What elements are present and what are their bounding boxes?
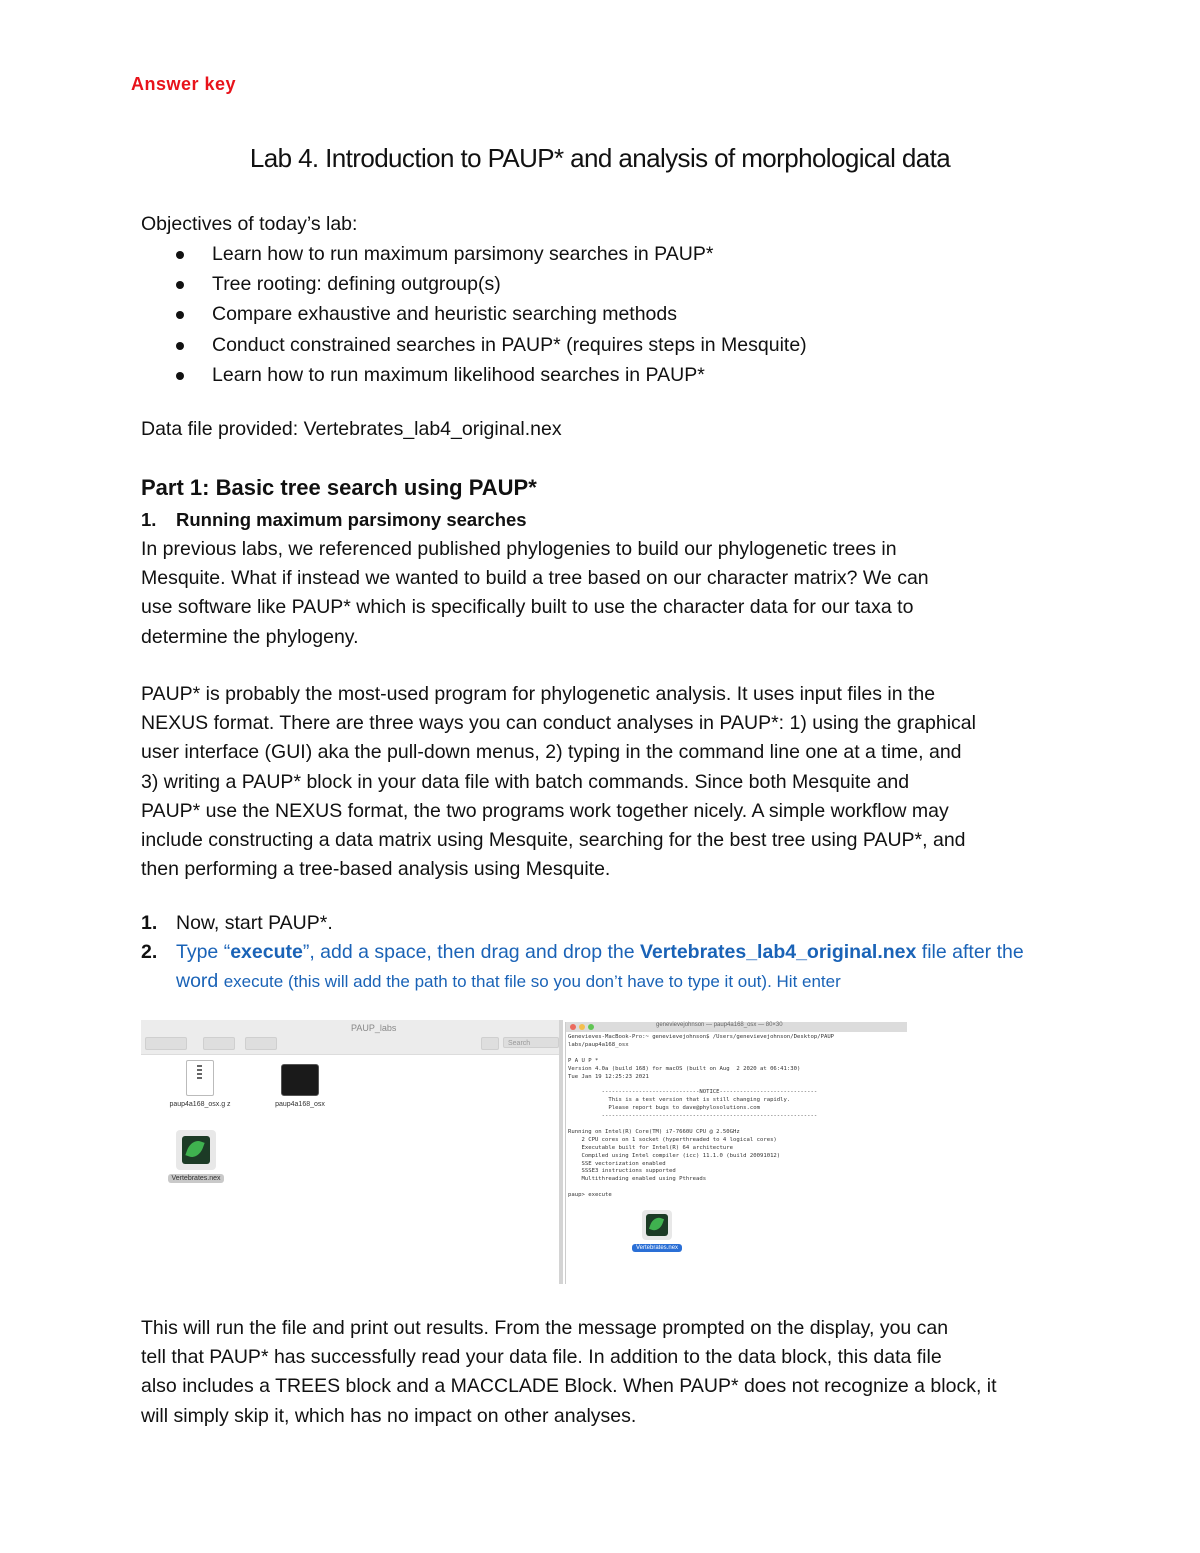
finder-window [141,1020,563,1284]
part1-heading: Part 1: Basic tree search using PAUP* [141,475,537,500]
list-item: Learn how to run maximum likelihood searches in PAUP* [141,361,807,391]
file-executable: paup4a168_osx [265,1064,335,1109]
list-item: Conduct constrained searches in PAUP* (requires steps in Mesquite) [141,331,807,361]
objectives-list [141,240,807,391]
minimize-icon [579,1024,585,1030]
dropdown-button [481,1037,499,1050]
terminal-title: genevievejohnson — paup4a168_osx — 80×30 [656,1022,783,1028]
step-1: 1. Now, start PAUP*. [141,909,1141,938]
finder-search-field: Search [503,1037,559,1048]
terminal-titlebar [566,1022,907,1032]
list-item: Learn how to run maximum parsimony searches in PAUP* [141,240,807,270]
paragraph-intro: In previous labs, we referenced published phylogenies to build our phylogenetic trees in Mesquite. What if instead we wanted to build a tree based on our character matrix? We can use software like PAUP* which is specifically built to use the character data for our taxa to determine the phylogeny. [141,538,929,648]
maximize-icon [588,1024,594,1030]
terminal-window [565,1022,907,1284]
mesquite-file-icon [176,1130,216,1170]
finder-title: PAUP_labs [351,1023,397,1033]
data-file-line: Data file provided: Vertebrates_lab4_original.nex [141,418,562,440]
step-number: 2. [141,941,158,964]
mesquite-file-icon [642,1210,672,1240]
list-item: Compare exhaustive and heuristic searching methods [141,300,807,330]
view-mode-buttons [145,1037,187,1050]
action-button [245,1037,277,1050]
step-2: 2. Type “execute”, add a space, then drag and drop the Vertebrates_lab4_original.nex file after the word execute (this will add the path to that file so you don’t have to type it out). Hit enter [141,938,1141,996]
finder-toolbar [141,1020,563,1055]
dragged-file: Vertebrates.nex [632,1210,682,1252]
window-divider [559,1020,563,1284]
answer-key-label: Answer key [131,74,237,94]
section1-heading [141,509,527,531]
group-button [203,1037,235,1050]
section-number: 1. [141,509,157,530]
page-title: Lab 4. Introduction to PAUP* and analysis of morphological data [249,143,951,173]
file-nex: Vertebrates.nex [161,1130,231,1183]
archive-icon [186,1060,214,1096]
terminal-icon [281,1064,319,1096]
close-icon [570,1024,576,1030]
step-number: 1. [141,912,158,934]
embedded-screenshot [141,1020,906,1284]
bullet-icon [176,311,184,319]
list-item: Tree rooting: defining outgroup(s) [141,270,807,300]
bullet-icon [176,342,184,350]
terminal-output: Genevieves-MacBook-Pro:~ genevievejohnson$ /Users/genevievejohnson/Desktop/PAUP labs/paup4a168_osx P A U P * Version 4.0a (build 168) for macOS (built on Aug 2 2020 at 06:41:30) Tue Jan 19 12:25:23 2021 -----------------------------NOTICE----------------------------- This is a test version that is still changing rapidly. Please report bugs to dave@phylosolutions.com ---------------------------------------------------------------- Running on Intel(R) Core(TM) i7-7660U CPU @ 2.50GHz 2 CPU cores on 1 socket (hyperthreaded to 4 logical cores) Executable built for Intel(R) 64 architecture Compiled using Intel compiler (icc) 11.1.0 (build 20091012) SSE vectorization enabled SSSE3 instructions supported Multithreading enabled using Pthreads paup> execute [568,1034,835,1199]
section-title: Running maximum parsimony searches [176,509,527,530]
bullet-icon [176,251,184,259]
steps-list [141,909,1141,997]
bullet-icon [176,281,184,289]
bullet-icon [176,372,184,380]
paragraph-closing: This will run the file and print out results. From the message prompted on the display, you can tell that PAUP* has successfully read your data file. In addition to the data block, this data file also includes a TREES block and a MACCLADE Block. When PAUP* does not recognize a block, it will simply skip it, which has no impact on other analyses. [141,1317,997,1427]
paragraph-paup: PAUP* is probably the most-used program for phylogenetic analysis. It uses input files in the NEXUS format. There are three ways you can conduct analyses in PAUP*: 1) using the graphical user interface (GUI) aka the pull-down menus, 2) typing in the command line one at a time, and 3) writing a PAUP* block in your data file with batch commands. Since both Mesquite and PAUP* use the NEXUS format, the two programs work together nicely. A simple workflow may include constructing a data matrix using Mesquite, searching for the best tree using PAUP*, and then performing a tree-based analysis using Mesquite. [141,683,976,881]
file-gz: paup4a168_osx.g z [165,1060,235,1109]
objectives-label: Objectives of today’s lab: [141,213,358,235]
